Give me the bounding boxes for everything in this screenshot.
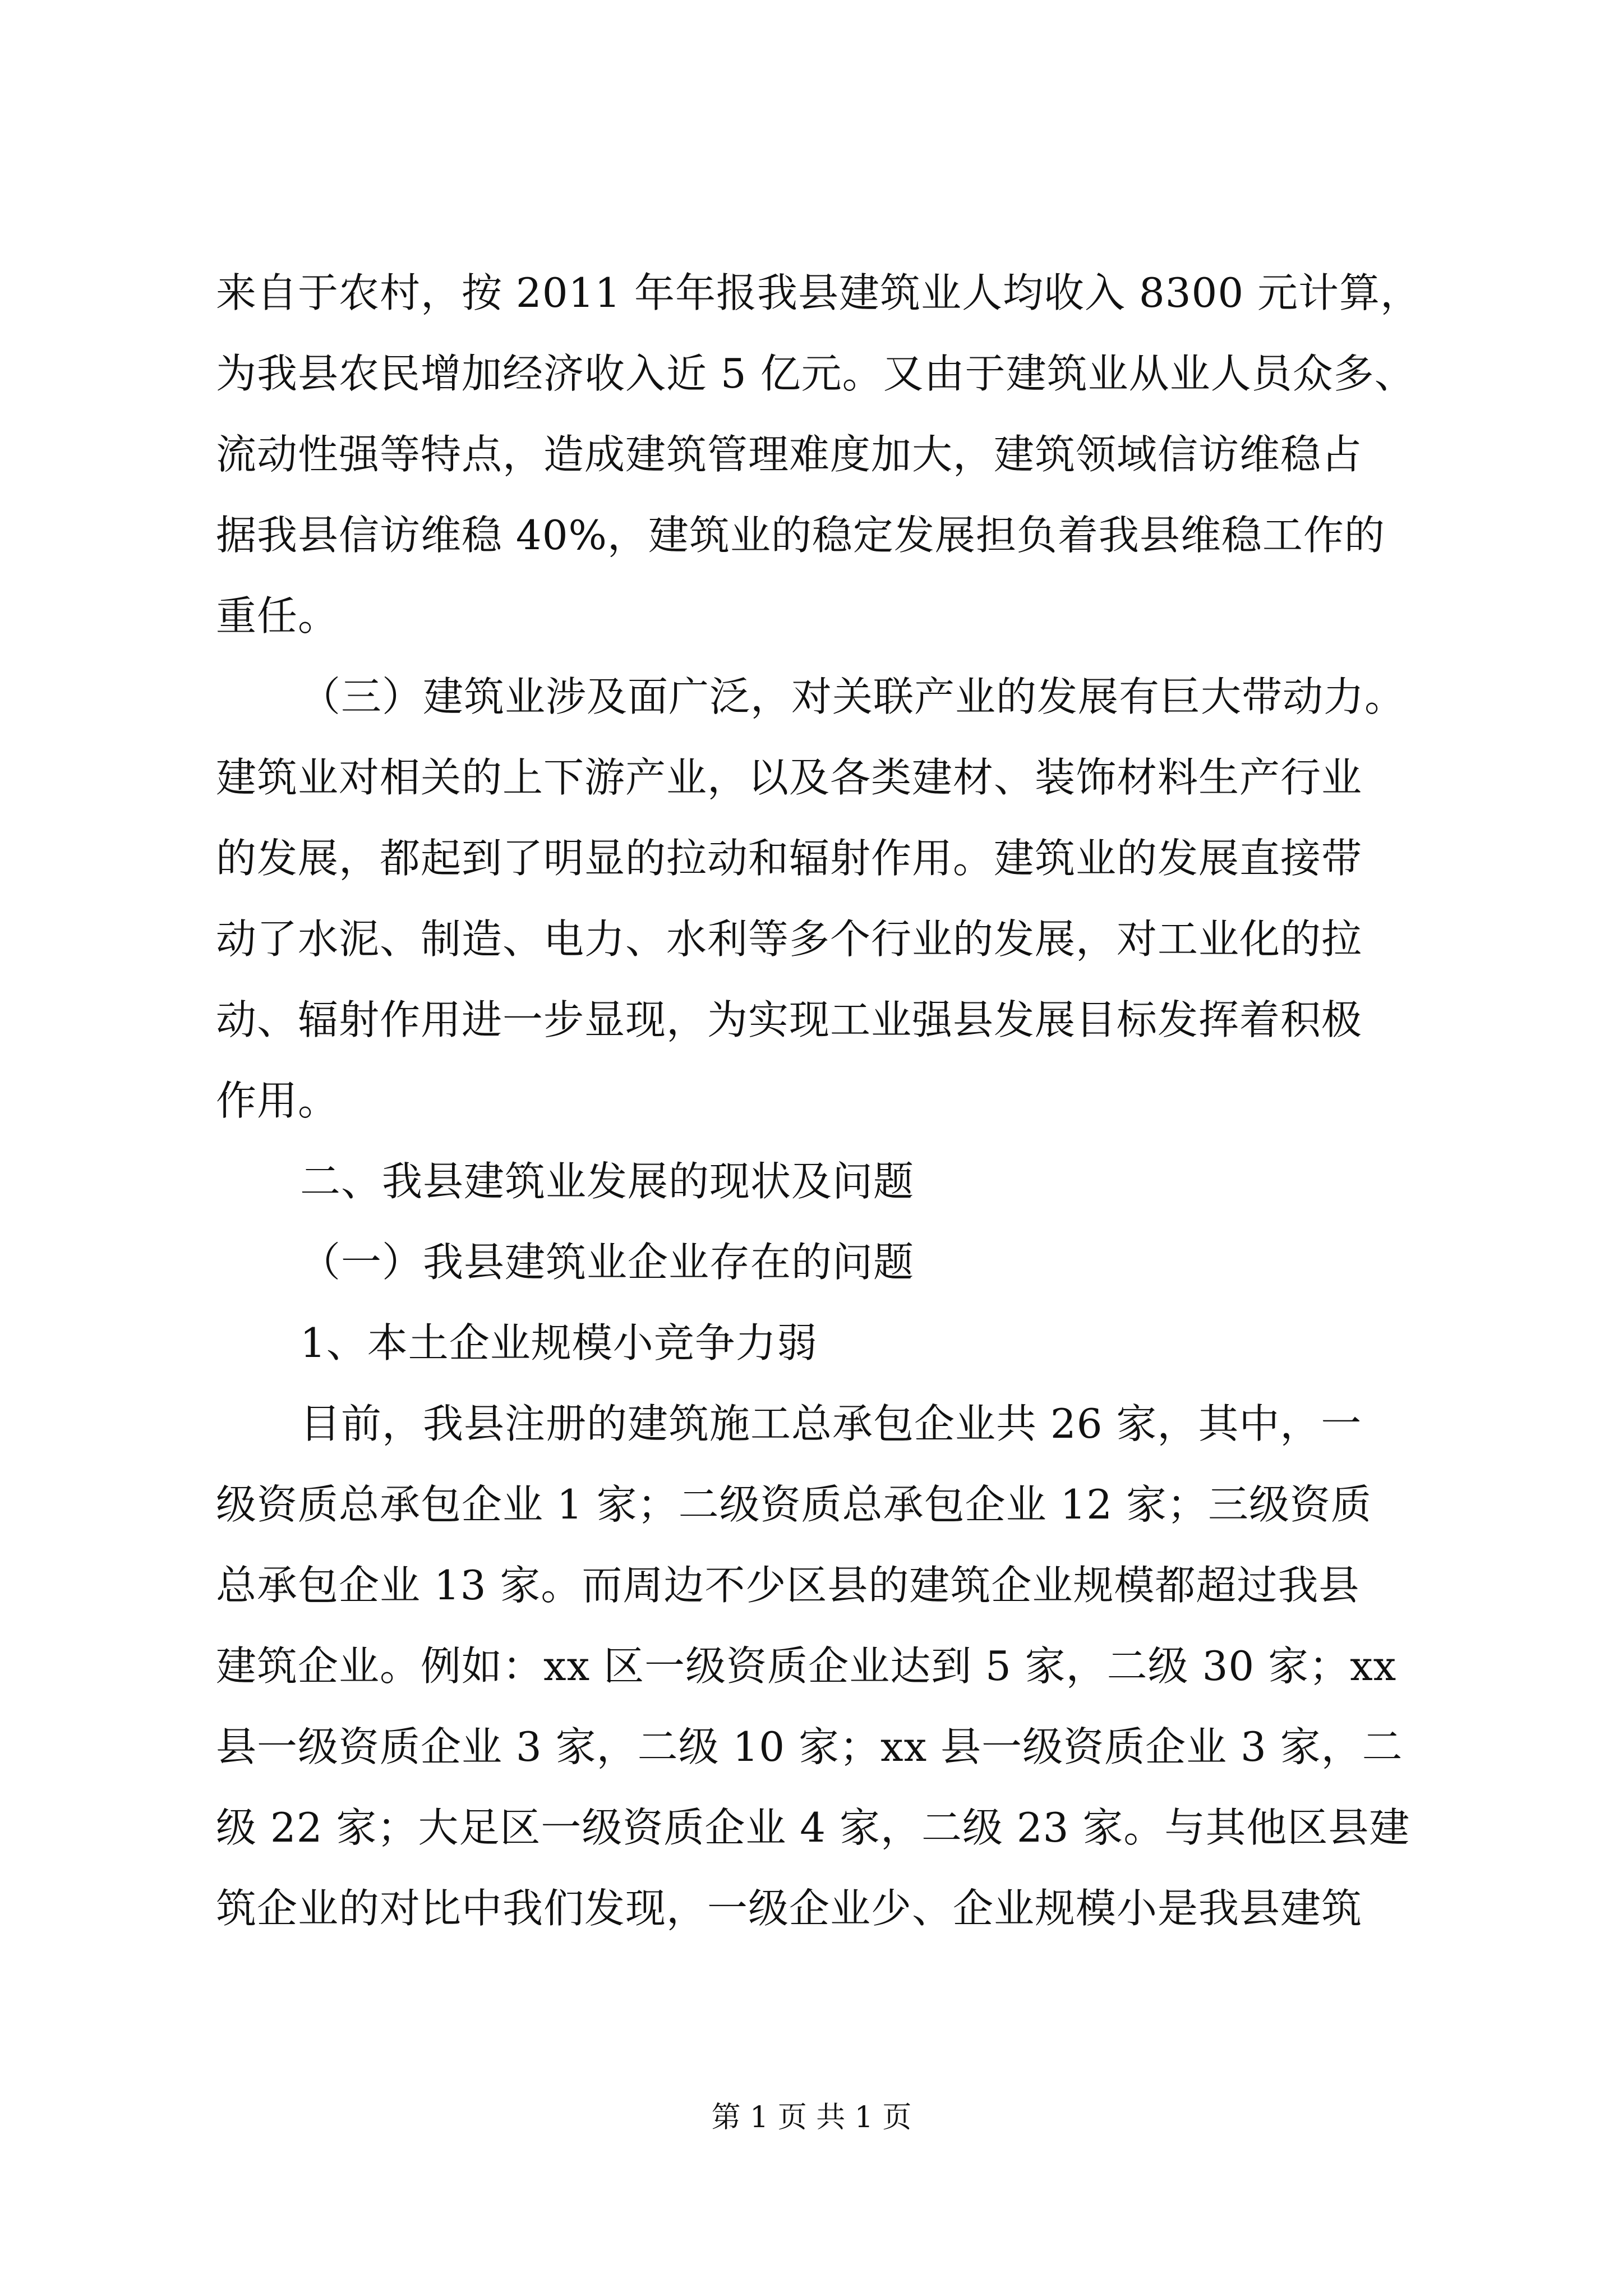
text-line: 动了水泥、制造、电力、水利等多个行业的发展，对工业化的拉: [216, 915, 1363, 963]
text-line: 作用。: [216, 1077, 339, 1124]
text-line: 建筑业对相关的上下游产业，以及各类建材、装饰材料生产行业: [216, 754, 1363, 801]
text-line: 据我县信访维稳 40%，建筑业的稳定发展担负着我县维稳工作的: [216, 512, 1385, 559]
paragraph-start-line: 目前，我县注册的建筑施工总承包企业共 26 家，其中，一: [300, 1400, 1362, 1447]
item-heading: 1、本土企业规模小竞争力弱: [300, 1319, 818, 1366]
text-line: 建筑企业。例如：xx 区一级资质企业达到 5 家，二级 30 家；xx: [216, 1642, 1397, 1690]
text-line: 流动性强等特点，造成建筑管理难度加大，建筑领域信访维稳占: [216, 431, 1363, 478]
text-line: 筑企业的对比中我们发现，一级企业少、企业规模小是我县建筑: [216, 1885, 1363, 1932]
page-footer: 第 1 页 共 1 页: [711, 2101, 912, 2134]
text-line: 级 22 家；大足区一级资质企业 4 家，二级 23 家。与其他区县建: [216, 1804, 1410, 1851]
text-line: 动、辐射作用进一步显现，为实现工业强县发展目标发挥着积极: [216, 996, 1363, 1043]
text-line: 来自于农村，按 2011 年年报我县建筑业人均收入 8300 元计算，: [216, 269, 1422, 316]
text-line: 的发展，都起到了明显的拉动和辐射作用。建筑业的发展直接带: [216, 835, 1363, 882]
subsection-heading: （一）我县建筑业企业存在的问题: [300, 1239, 915, 1286]
text-line: 总承包企业 13 家。而周边不少区县的建筑企业规模都超过我县: [216, 1562, 1360, 1609]
text-line: 级资质总承包企业 1 家；二级资质总承包企业 12 家；三级资质: [216, 1481, 1372, 1528]
text-line: 重任。: [216, 592, 339, 639]
paragraph-start-line: （三）建筑业涉及面广泛，对关联产业的发展有巨大带动力。: [300, 673, 1406, 720]
text-line: 县一级资质企业 3 家，二级 10 家；xx 县一级资质企业 3 家，二: [216, 1723, 1403, 1770]
section-heading: 二、我县建筑业发展的现状及问题: [300, 1158, 915, 1205]
text-line: 为我县农民增加经济收入近 5 亿元。又由于建筑业从业人员众多、: [216, 350, 1415, 397]
body-text: [216, 252, 1422, 1949]
